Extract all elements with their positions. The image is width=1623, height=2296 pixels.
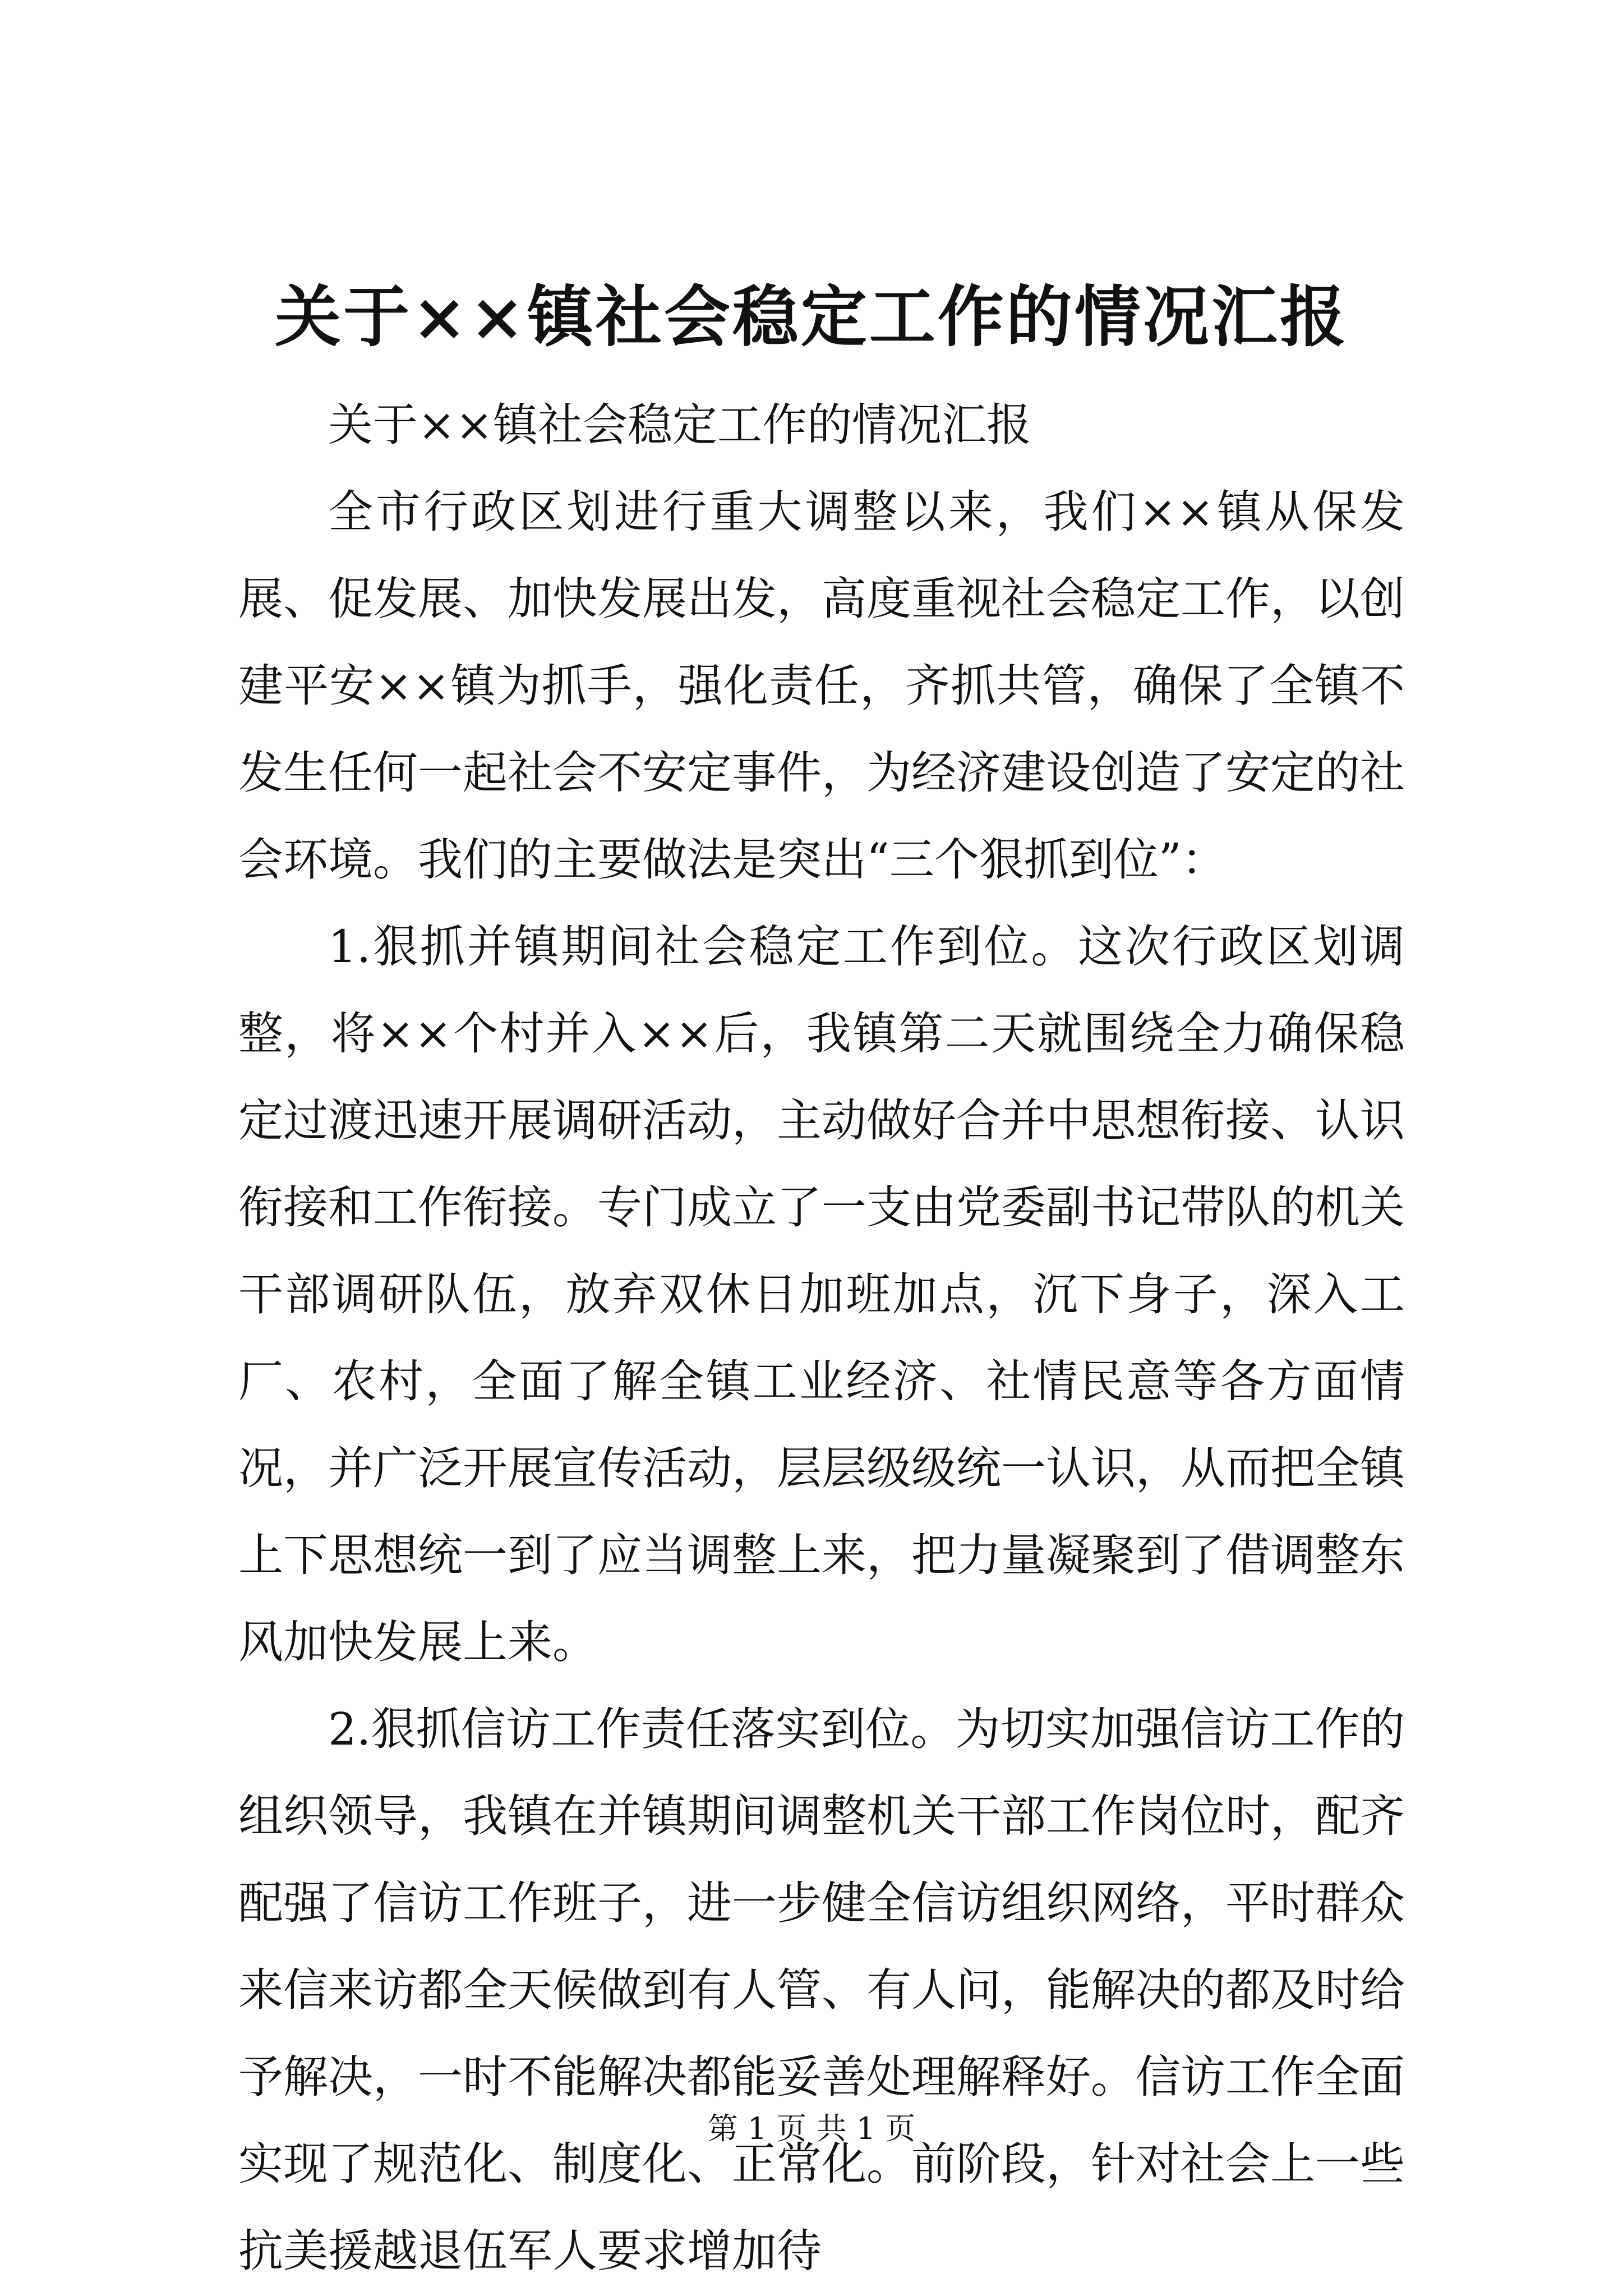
document-subtitle: 关于××镇社会稳定工作的情况汇报 (328, 399, 1032, 451)
page-number-footer: 第 1 页 共 1 页 (707, 2111, 916, 2146)
paragraph-intro: 全市行政区划进行重大调整以来，我们××镇从保发展、促发展、加快发展出发，高度重视社会稳定工作，以创建平安××镇为抓手，强化责任，齐抓共管，确保了全镇不发生任何一起社会不安定事件，为经济建设创造了安定的社会环境。我们的主要做法是突出“三个狠抓到位”： (238, 486, 1405, 886)
document-body (238, 381, 1405, 2294)
paragraph-item-1: 1.狠抓并镇期间社会稳定工作到位。这次行政区划调整，将××个村并入××后，我镇第二天就围绕全力确保稳定过渡迅速开展调研活动，主动做好合并中思想衔接、认识衔接和工作衔接。专门成立了一支由党委副书记带队的机关干部调研队伍，放弃双休日加班加点，沉下身子，深入工厂、农村，全面了解全镇工业经济、社情民意等各方面情况，并广泛开展宣传活动，层层级级统一认识，从而把全镇上下思想统一到了应当调整上来，把力量凝聚到了借调整东风加快发展上来。 (238, 921, 1405, 1668)
document-title: 关于××镇社会稳定工作的情况汇报 (275, 278, 1348, 356)
paragraph-item-2: 2.狠抓信访工作责任落实到位。为切实加强信访工作的组织领导，我镇在并镇期间调整机关干部工作岗位时，配齐配强了信访工作班子，进一步健全信访组织网络，平时群众来信来访都全天候做到有人管、有人问，能解决的都及时给予解决，一时不能解决都能妥善处理解释好。信访工作全面实现了规范化、制度化、正常化。前阶段，针对社会上一些抗美援越退伍军人要求增加待 (238, 1703, 1405, 2277)
